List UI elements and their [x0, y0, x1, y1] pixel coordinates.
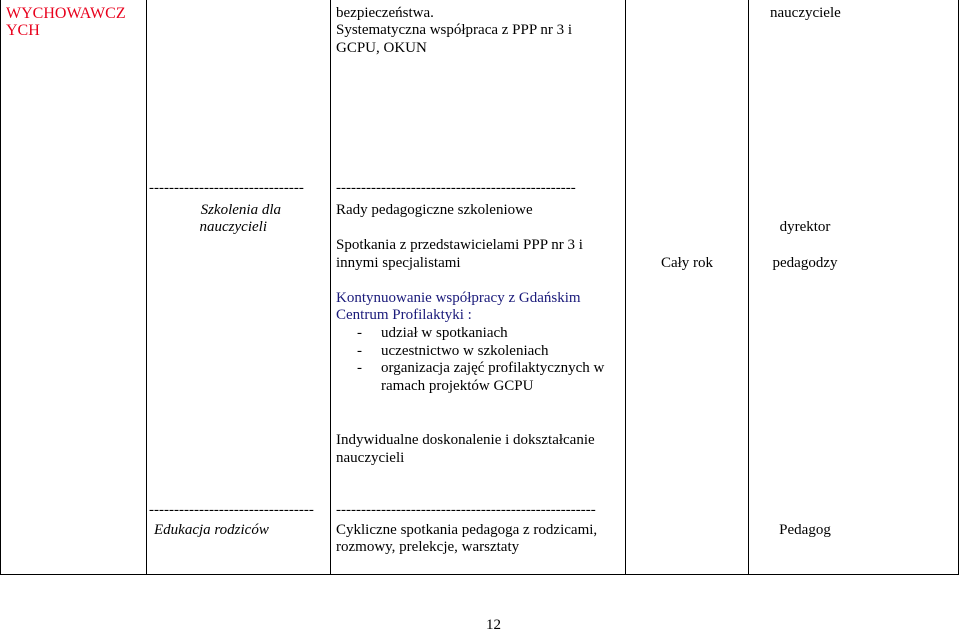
training-term: Cały rok	[660, 255, 714, 271]
training-bullet-organizacja: organizacja zajęć profilaktycznych w	[381, 360, 605, 376]
separator-parents-mid: ----------------------------------------------------	[336, 502, 596, 518]
bullet-dash-3: -	[357, 360, 362, 376]
table-border-bottom	[0, 574, 959, 575]
training-bullet-organizacja-continuation: ramach projektów GCPU	[381, 378, 534, 394]
training-item-spotkania-line-1: Spotkania z przedstawicielami PPP nr 3 i	[336, 237, 583, 253]
training-responsible-dyrektor: dyrektor	[779, 219, 831, 235]
table-border-right	[958, 0, 959, 575]
training-item-spotkania-line-2: innymi specjalistami	[336, 255, 461, 271]
column-divider-4	[748, 0, 749, 575]
parents-responsible: Pedagog	[779, 522, 831, 538]
top-block-line-3: GCPU, OKUN	[336, 40, 427, 56]
page-number: 12	[486, 617, 501, 633]
section-title-training-line-1: Szkolenia dla	[200, 202, 281, 218]
table-border-left	[0, 0, 1, 575]
top-block-line-1: bezpieczeństwa.	[336, 5, 434, 21]
column-heading-wychowawczych-line-1: WYCHOWAWCZ	[6, 5, 126, 22]
bullet-dash-2: -	[357, 343, 362, 359]
bullet-dash-1: -	[357, 325, 362, 341]
training-item-indywidualne-line-2: nauczycieli	[336, 450, 405, 466]
section-title-parents: Edukacja rodziców	[154, 522, 269, 538]
training-item-gcp-intro-line-2: Centrum Profilaktyki :	[336, 307, 472, 323]
top-block-responsible: nauczyciele	[770, 5, 841, 21]
separator-parents-left: ---------------------------------	[149, 502, 314, 518]
training-bullet-uczestnictwo: uczestnictwo w szkoleniach	[381, 343, 549, 359]
column-heading-wychowawczych-line-2: YCH	[6, 22, 40, 39]
training-responsible-pedagodzy: pedagodzy	[772, 255, 838, 271]
parents-description-line-2: rozmowy, prelekcje, warsztaty	[336, 539, 520, 555]
separator-training-mid: ------------------------------------------------	[336, 180, 576, 196]
training-bullet-udzial: udział w spotkaniach	[381, 325, 508, 341]
training-item-rady: Rady pedagogiczne szkoleniowe	[336, 202, 533, 218]
parents-description-line-1: Cykliczne spotkania pedagoga z rodzicami,	[336, 522, 598, 538]
training-item-gcp-intro-line-1: Kontynuowanie współpracy z Gdańskim	[336, 290, 581, 306]
section-title-training-line-2: nauczycieli	[199, 219, 267, 235]
column-divider-2	[330, 0, 331, 575]
top-block-line-2: Systematyczna współpraca z PPP nr 3 i	[336, 22, 573, 38]
separator-training-left: -------------------------------	[149, 180, 304, 196]
column-divider-3	[625, 0, 626, 575]
column-divider-1	[146, 0, 147, 575]
training-item-indywidualne-line-1: Indywidualne doskonalenie i dokształcanie	[336, 432, 595, 448]
